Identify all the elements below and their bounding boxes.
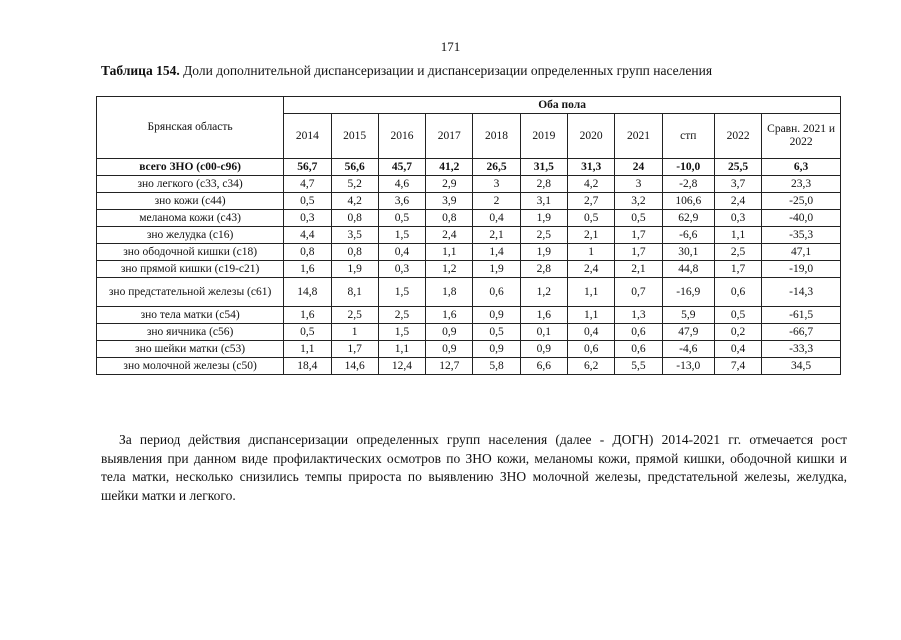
row-label: всего ЗНО (с00-с96): [97, 159, 284, 176]
table-cell: 3,1: [520, 193, 567, 210]
table-cell: 1,5: [378, 278, 425, 307]
table-cell: 3: [473, 176, 520, 193]
table-row: [97, 307, 841, 324]
table-cell: -10,0: [662, 159, 714, 176]
table-cell: 0,8: [426, 210, 473, 227]
body-paragraph: За период действия диспансеризации определенных групп населения (далее - ДОГН) 2014-2021 гг. отмечается рост выявления при данном виде профилактических осмотров по ЗНО кожи, меланомы кожи, прямой кишки, ободочной кишки и тела матки, несколько снизились темпы прироста по выявлению ЗНО молочной железы, предстательной железы, желудка, шейки матки и легкого.: [101, 432, 847, 503]
table-cell: 2,1: [615, 261, 662, 278]
table-cell: 1,6: [426, 307, 473, 324]
table-cell: 0,8: [331, 210, 378, 227]
column-header: 2020: [568, 114, 615, 159]
row-label: зно легкого (с33, с34): [97, 176, 284, 193]
table-cell: 5,8: [473, 358, 520, 375]
table-cell: 62,9: [662, 210, 714, 227]
table-cell: 1,7: [615, 227, 662, 244]
table-cell: 0,5: [378, 210, 425, 227]
table-cell: 0,5: [284, 324, 331, 341]
table-cell: 31,3: [568, 159, 615, 176]
table-cell: 0,6: [615, 341, 662, 358]
table-cell: 106,6: [662, 193, 714, 210]
region-header: Брянская область: [97, 97, 284, 159]
table-cell: 1,7: [331, 341, 378, 358]
table-cell: 0,6: [568, 341, 615, 358]
table-cell: 2,7: [568, 193, 615, 210]
table-cell: 0,6: [714, 278, 761, 307]
table-cell: 3,9: [426, 193, 473, 210]
table-cell: 1,3: [615, 307, 662, 324]
table-cell: 0,5: [615, 210, 662, 227]
column-header: 2018: [473, 114, 520, 159]
table-caption-text: Доли дополнительной диспансеризации и диспансеризации определенных групп населения: [179, 63, 713, 78]
table-cell: 2,5: [714, 244, 761, 261]
table-cell: 1,1: [568, 307, 615, 324]
table-cell: 1,5: [378, 227, 425, 244]
table-cell: 0,7: [615, 278, 662, 307]
table-cell: 0,5: [714, 307, 761, 324]
both-sexes-header: Оба пола: [284, 97, 841, 114]
table-cell: 1: [568, 244, 615, 261]
table-cell: 0,3: [378, 261, 425, 278]
table-cell: 5,5: [615, 358, 662, 375]
table-cell: 2,9: [426, 176, 473, 193]
table-cell: 12,4: [378, 358, 425, 375]
table-row: [97, 278, 841, 307]
screening-share-table: [96, 96, 841, 375]
table-cell: 0,3: [714, 210, 761, 227]
table-cell: 47,1: [762, 244, 841, 261]
table-cell: 0,5: [568, 210, 615, 227]
table-cell: 2,1: [473, 227, 520, 244]
column-header: 2022: [714, 114, 761, 159]
table-header-row-group: [97, 97, 841, 114]
row-label: зно молочной железы (с50): [97, 358, 284, 375]
table-cell: 2,5: [331, 307, 378, 324]
table-cell: 34,5: [762, 358, 841, 375]
table-cell: 1,6: [520, 307, 567, 324]
table-cell: 3,5: [331, 227, 378, 244]
table-cell: 6,6: [520, 358, 567, 375]
table-cell: 1,8: [426, 278, 473, 307]
column-header: 2015: [331, 114, 378, 159]
page-number: 171: [440, 39, 461, 54]
row-label: зно шейки матки (с53): [97, 341, 284, 358]
table-cell: 1,6: [284, 261, 331, 278]
table-row: [97, 261, 841, 278]
table-cell: -25,0: [762, 193, 841, 210]
table-cell: 3,2: [615, 193, 662, 210]
table-cell: -19,0: [762, 261, 841, 278]
table-cell: 45,7: [378, 159, 425, 176]
table-cell: 5,9: [662, 307, 714, 324]
table-cell: 0,6: [473, 278, 520, 307]
table-cell: 0,9: [473, 307, 520, 324]
table-cell: 23,3: [762, 176, 841, 193]
table-cell: 18,4: [284, 358, 331, 375]
table-cell: 0,9: [426, 341, 473, 358]
table-cell: 1,9: [520, 210, 567, 227]
table-cell: 2,4: [426, 227, 473, 244]
table-cell: 2,8: [520, 176, 567, 193]
table-cell: 1,5: [378, 324, 425, 341]
table-cell: 2,4: [568, 261, 615, 278]
table-cell: -13,0: [662, 358, 714, 375]
table-row: [97, 244, 841, 261]
table-row: [97, 193, 841, 210]
table-cell: 4,2: [568, 176, 615, 193]
table-cell: 0,1: [520, 324, 567, 341]
table-cell: -40,0: [762, 210, 841, 227]
table-cell: 24: [615, 159, 662, 176]
table-cell: 1,9: [473, 261, 520, 278]
table-cell: -14,3: [762, 278, 841, 307]
table-cell: 0,4: [714, 341, 761, 358]
table-cell: -35,3: [762, 227, 841, 244]
table-cell: 6,2: [568, 358, 615, 375]
table-row: [97, 176, 841, 193]
table-cell: 2,8: [520, 261, 567, 278]
table-cell: -16,9: [662, 278, 714, 307]
table-cell: 25,5: [714, 159, 761, 176]
table-cell: 0,4: [473, 210, 520, 227]
column-header: 2019: [520, 114, 567, 159]
table-cell: 0,4: [378, 244, 425, 261]
table-caption-label: Таблица 154.: [101, 63, 180, 78]
column-header: 2014: [284, 114, 331, 159]
table-cell: 0,3: [284, 210, 331, 227]
column-header: 2017: [426, 114, 473, 159]
table-cell: 56,6: [331, 159, 378, 176]
table-cell: 4,4: [284, 227, 331, 244]
table-cell: -6,6: [662, 227, 714, 244]
table-cell: 3: [615, 176, 662, 193]
table-cell: 0,5: [473, 324, 520, 341]
table-cell: 4,6: [378, 176, 425, 193]
table-row: [97, 341, 841, 358]
table-cell: 0,9: [426, 324, 473, 341]
table-cell: 2,4: [714, 193, 761, 210]
table-cell: 26,5: [473, 159, 520, 176]
row-label: зно яичника (с56): [97, 324, 284, 341]
table-cell: 0,5: [284, 193, 331, 210]
table-cell: 5,2: [331, 176, 378, 193]
row-label: зно кожи (с44): [97, 193, 284, 210]
column-header: стп: [662, 114, 714, 159]
table-cell: 7,4: [714, 358, 761, 375]
table-cell: 56,7: [284, 159, 331, 176]
table-cell: 30,1: [662, 244, 714, 261]
table-cell: 0,8: [284, 244, 331, 261]
table-row: [97, 324, 841, 341]
table-cell: 1,1: [714, 227, 761, 244]
table-cell: 1,2: [426, 261, 473, 278]
table-cell: 47,9: [662, 324, 714, 341]
table-cell: 2: [473, 193, 520, 210]
column-header: Сравн. 2021 и 2022: [762, 114, 841, 159]
table-cell: 0,4: [568, 324, 615, 341]
table-cell: 1,1: [426, 244, 473, 261]
table-cell: 3,7: [714, 176, 761, 193]
table-cell: -4,6: [662, 341, 714, 358]
table-cell: 2,5: [520, 227, 567, 244]
table-cell: -66,7: [762, 324, 841, 341]
table-row: [97, 227, 841, 244]
table-cell: 44,8: [662, 261, 714, 278]
table-cell: 1,9: [520, 244, 567, 261]
table-cell: 0,6: [615, 324, 662, 341]
table-row: [97, 210, 841, 227]
table-body: [97, 159, 841, 375]
table-cell: 12,7: [426, 358, 473, 375]
column-header: 2021: [615, 114, 662, 159]
table-cell: 0,8: [331, 244, 378, 261]
column-header: 2016: [378, 114, 425, 159]
row-label: зно желудка (с16): [97, 227, 284, 244]
table-cell: -33,3: [762, 341, 841, 358]
row-label: зно прямой кишки (с19-с21): [97, 261, 284, 278]
table-cell: 1: [331, 324, 378, 341]
table-cell: 4,7: [284, 176, 331, 193]
table-cell: 0,2: [714, 324, 761, 341]
table-cell: 41,2: [426, 159, 473, 176]
table-row: [97, 358, 841, 375]
table-cell: 3,6: [378, 193, 425, 210]
table-cell: 1,1: [378, 341, 425, 358]
table-cell: 1,1: [284, 341, 331, 358]
table-row: [97, 159, 841, 176]
table-cell: 14,8: [284, 278, 331, 307]
table-cell: 1,2: [520, 278, 567, 307]
table-cell: 1,7: [714, 261, 761, 278]
table-cell: 1,9: [331, 261, 378, 278]
row-label: зно предстательной железы (с61): [97, 278, 284, 307]
table-cell: 1,6: [284, 307, 331, 324]
row-label: меланома кожи (с43): [97, 210, 284, 227]
table-cell: 2,5: [378, 307, 425, 324]
table-cell: -2,8: [662, 176, 714, 193]
table-cell: 2,1: [568, 227, 615, 244]
table-cell: 14,6: [331, 358, 378, 375]
table-cell: -61,5: [762, 307, 841, 324]
table-cell: 0,9: [520, 341, 567, 358]
table-cell: 0,9: [473, 341, 520, 358]
row-label: зно тела матки (с54): [97, 307, 284, 324]
table-cell: 1,1: [568, 278, 615, 307]
table-cell: 31,5: [520, 159, 567, 176]
table-cell: 8,1: [331, 278, 378, 307]
table-caption: [101, 63, 712, 79]
table-cell: 4,2: [331, 193, 378, 210]
table-cell: 1,7: [615, 244, 662, 261]
row-label: зно ободочной кишки (с18): [97, 244, 284, 261]
table-cell: 6,3: [762, 159, 841, 176]
table-cell: 1,4: [473, 244, 520, 261]
